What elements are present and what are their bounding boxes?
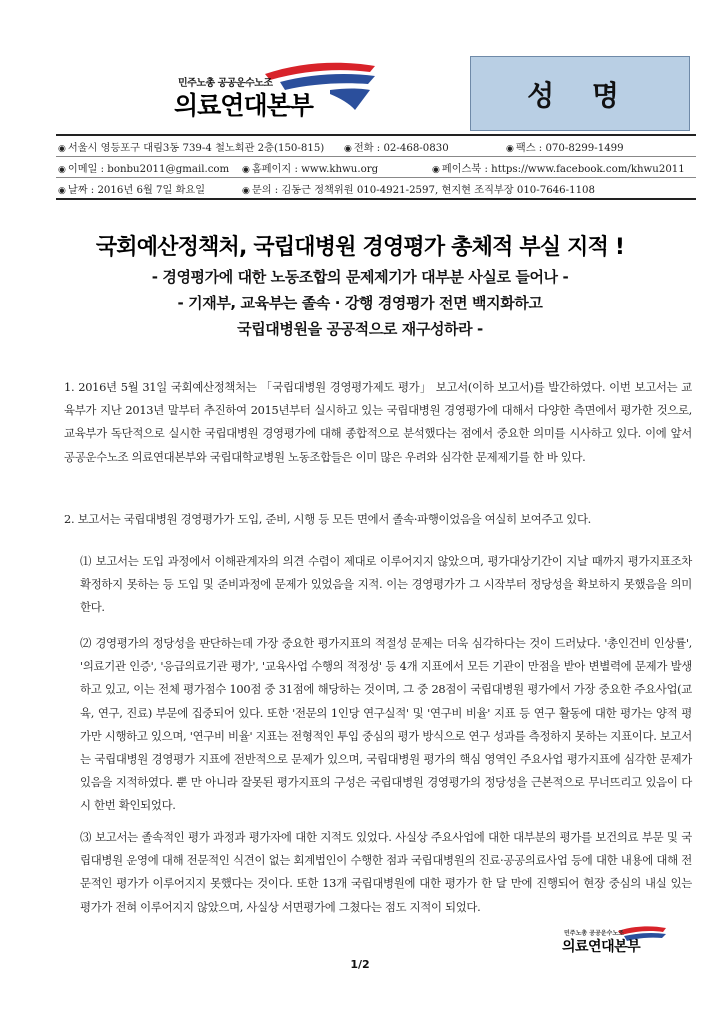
bullet-icon: ◉ xyxy=(58,186,66,196)
fax-cell: ◉ 팩스 : 070-8299-1499 xyxy=(506,143,624,154)
footer-logo-small: 민주노총 공공운수노조 xyxy=(564,930,625,937)
paragraph-2: 2. 보고서는 국립대병원 경영평가가 도입, 준비, 시행 등 모든 면에서 졸속·파행이었음을 여실히 보여주고 있다. xyxy=(64,512,591,526)
bullet-icon: ◉ xyxy=(242,165,250,175)
facebook-cell[interactable]: ◉ 페이스북 : https://www.facebook.com/khwu2011 xyxy=(432,164,685,175)
homepage-cell[interactable]: ◉ 홈페이지 : www.khwu.org xyxy=(242,164,379,175)
paragraph-1: 1. 2016년 5월 31일 국회예산정책처는 「국립대병원 경영평가제도 평가」 보고서(이하 보고서)를 발간하였다. 이번 보고서는 교육부가 지난 2013년 말부터 추진하여 2015년부터 실시하고 있는 국립대병원 경영평가에 대해서 다양한 측면에서 평가한 것으로, 교육부가 독단적으로 실시한 국립대병원 경영평가에 대해 종합적으로 분석했다는 점에서 중요한 의미를 시사하고 있다. 이에 앞서 공공운수노조 의료연대본부와 국립대학교병원 노동조합들은 이미 많은 우려와 심각한 문제제기를 한 바 있다. xyxy=(64,380,692,464)
info-row xyxy=(56,136,696,156)
info-row xyxy=(56,156,696,177)
paragraph-2-1: ⑴ 보고서는 도입 과정에서 이해관계자의 의견 수렴이 제대로 이루어지지 않았으며, 평가대상기간이 지날 때까지 평가지표조차 확정하지 못하는 등 도입 및 준비과정에 문제가 있었음을 지적. 이는 경영평가가 그 시작부터 정당성을 확보하지 못했음을 의미한다. xyxy=(80,554,692,615)
bullet-icon: ◉ xyxy=(242,186,250,196)
union-logo xyxy=(170,60,380,120)
phone-cell: ◉ 전화 : 02-468-0830 xyxy=(344,143,449,154)
subtitle-line-3: 국립대병원을 공공적으로 재구성하라 - xyxy=(237,320,483,338)
paragraph-2-2: ⑵ 경영평가의 정당성을 판단하는데 가장 중요한 평가지표의 적절성 문제는 더욱 심각하다는 것이 드러났다. '총인건비 인상률', '의료기관 인증', '응급의료기관 평가', '교육사업 수행의 적정성' 등 4개 지표에서 모든 기관이 만점을 받아 변별력에 문제가 발생하고 있고, 이는 전체 평가점수 100점 중 31점에 해당하는 것이며, 그 중 28점이 국립대병원 평가에서 가장 중요한 주요사업(교육, 연구, 진료) 부문에 집중되어 있다. 또한 '전문의 1인당 연구실적' 및 '연구비 비율' 지표 등 연구 활동에 대한 평가는 양적 평가만 시행하고 있으며, '연구비 비율' 지표는 전형적인 투입 중심의 평가 방식으로 연구 성과를 측정하지 못하는 지표이다. 보고서는 국립대병원 경영평가 지표에 전반적으로 문제가 있으며, 국립대병원 평가의 핵심 영역인 주요사업 평가지표에 심각한 문제가 있음을 지적하였다. 뿐 만 아니라 잘못된 평가지표의 구성은 국립대병원 경영평가의 정당성을 근본적으로 무너뜨리고 있음이 다시 한번 확인되었다. xyxy=(80,636,692,813)
paragraph-2-3: ⑶ 보고서는 졸속적인 평가 과정과 평가자에 대한 지적도 있었다. 사실상 주요사업에 대한 대부분의 평가를 보건의료 부문 및 국립대병원 운영에 대해 전문적인 식견이 없는 회계법인이 수행한 점과 국립대병원의 진료·공공의료사업 등에 대한 내용에 대해 전문적인 평가가 이루어지지 못했다는 것이다. 또한 13개 국립대병원에 대한 평가가 한 달 만에 진행되어 현장 중심의 내실 있는 평가가 전혀 이루어지지 않았으며, 사실상 서면평가에 그쳤다는 점도 지적이 되었다. xyxy=(80,830,692,914)
email-cell[interactable]: ◉ 이메일 : bonbu2011@gmail.com xyxy=(58,164,230,175)
contact-cell: ◉ 문의 : 김동근 정책위원 010-4921-2597, 현지현 조직부장 010-7646-1108 xyxy=(242,185,596,196)
info-row xyxy=(56,177,696,198)
address-cell: ◉ 서울시 영등포구 대림3동 739-4 철노회관 2층(150-815) xyxy=(58,143,325,154)
footer-logo-main: 의료연대본부 xyxy=(562,939,641,955)
contact-info-table xyxy=(56,134,696,200)
bullet-icon: ◉ xyxy=(506,144,514,154)
subtitle-line-1: - 경영평가에 대한 노동조합의 문제제기가 대부분 사실로 들어나 - xyxy=(151,268,569,286)
subtitle-line-2: - 기재부, 교육부는 졸속 · 강행 경영평가 전면 백지화하고 xyxy=(177,294,543,312)
logo-small-text: 민주노총 공공운수노조 xyxy=(178,78,273,89)
statement-label: 성 명 xyxy=(527,78,633,112)
bullet-icon: ◉ xyxy=(432,165,440,175)
logo-main-text: 의료연대본부 xyxy=(174,91,313,120)
date-cell: ◉ 날짜 : 2016년 6월 7일 화요일 xyxy=(58,185,206,196)
bullet-icon: ◉ xyxy=(58,144,66,154)
bullet-icon: ◉ xyxy=(58,165,66,175)
footer-logo xyxy=(558,925,668,959)
bullet-icon: ◉ xyxy=(344,144,352,154)
statement-badge xyxy=(470,56,690,131)
page-number: 1/2 xyxy=(350,958,370,971)
page-title: 국회예산정책처, 국립대병원 경영평가 총체적 부실 지적 ! xyxy=(95,235,625,260)
